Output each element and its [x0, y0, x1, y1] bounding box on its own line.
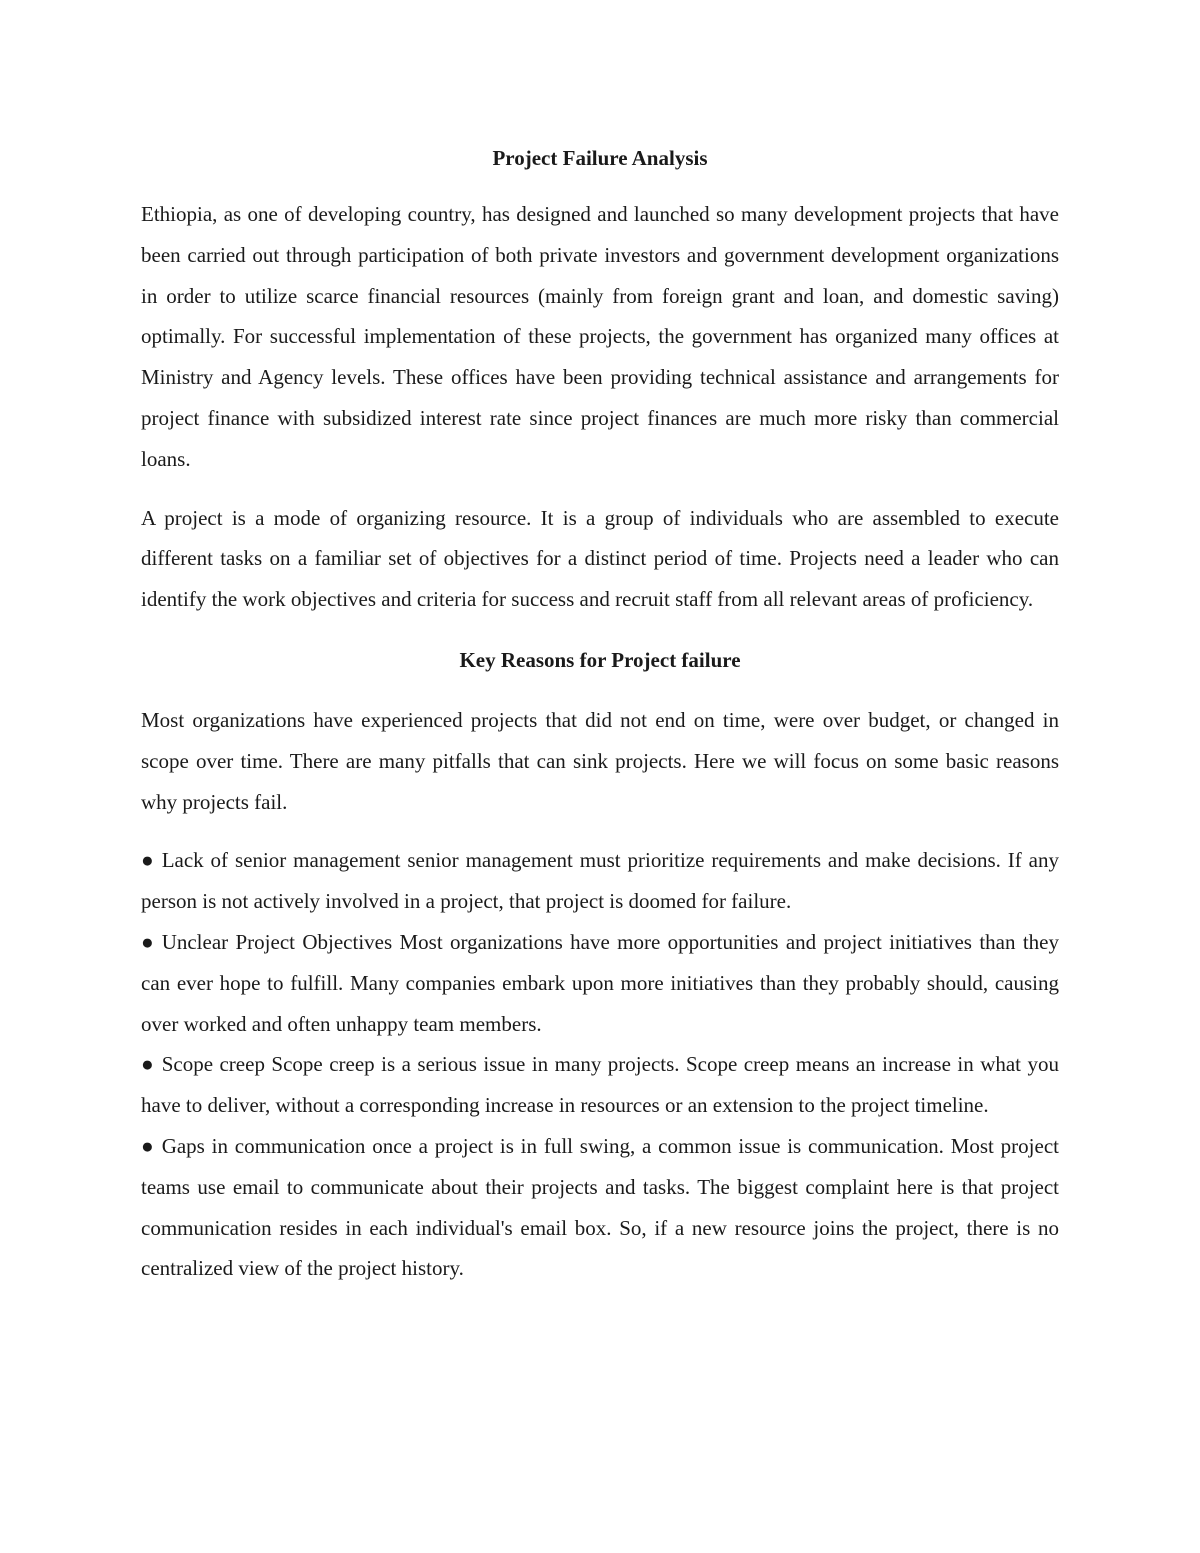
bullet-dot-icon: ● [141, 1133, 154, 1158]
bullet-text: Gaps in communication once a project is in full swing, a common issue is communication. Most project teams use email to communicate about their projects and tasks. The biggest complaint here is that project communication resides in each individual's email box. So, if a new resource joins the project, there is no centralized view of the project history. [141, 1133, 1059, 1281]
paragraph-ethiopia-projects: Ethiopia, as one of developing country, has designed and launched so many development projects that have been carried out through participation of both private investors and government development organizations in order to utilize scarce financial resources (mainly from foreign grant and loan, and domestic saving) optimally. For successful implementation of these projects, the government has organized many offices at Ministry and Agency levels. These offices have been providing technical assistance and arrangements for project finance with subsidized interest rate since project finances are much more risky than commercial loans. [141, 202, 1059, 471]
bullet-item-communication-gaps [141, 1126, 1059, 1289]
paragraph-organizations-experience: Most organizations have experienced projects that did not end on time, were over budget, or changed in scope over time. There are many pitfalls that can sink projects. Here we will focus on some basic reasons why projects fail. [141, 707, 1059, 814]
document-body [141, 138, 1059, 1289]
bullet-text: Lack of senior management senior management must prioritize requirements and make decisions. If any person is not actively involved in a project, that project is doomed for failure. [141, 848, 1059, 914]
bullet-text: Scope creep Scope creep is a serious issue in many projects. Scope creep means an increase in what you have to deliver, without a corresponding increase in resources or an extension to the project timeline. [141, 1052, 1059, 1118]
bullet-text: Unclear Project Objectives Most organizations have more opportunities and project initiatives than they can ever hope to fulfill. Many companies embark upon more initiatives than they probably should, causing over worked and often unhappy team members. [141, 929, 1059, 1036]
bullet-list [141, 840, 1059, 1289]
bullet-dot-icon: ● [141, 1052, 154, 1077]
bullet-item-unclear-objectives [141, 922, 1059, 1044]
bullet-item-scope-creep [141, 1044, 1059, 1126]
bullet-item-senior-management [141, 840, 1059, 922]
bullet-dot-icon: ● [141, 929, 154, 954]
bullet-dot-icon: ● [141, 848, 154, 873]
paragraph-project-definition: A project is a mode of organizing resource. It is a group of individuals who are assembled to execute different tasks on a familiar set of objectives for a distinct period of time. Projects need a leader who can identify the work objectives and criteria for success and recruit staff from all relevant areas of proficiency. [141, 505, 1059, 612]
document-title: Project Failure Analysis [492, 146, 708, 170]
section-heading-key-reasons: Key Reasons for Project failure [459, 647, 741, 672]
